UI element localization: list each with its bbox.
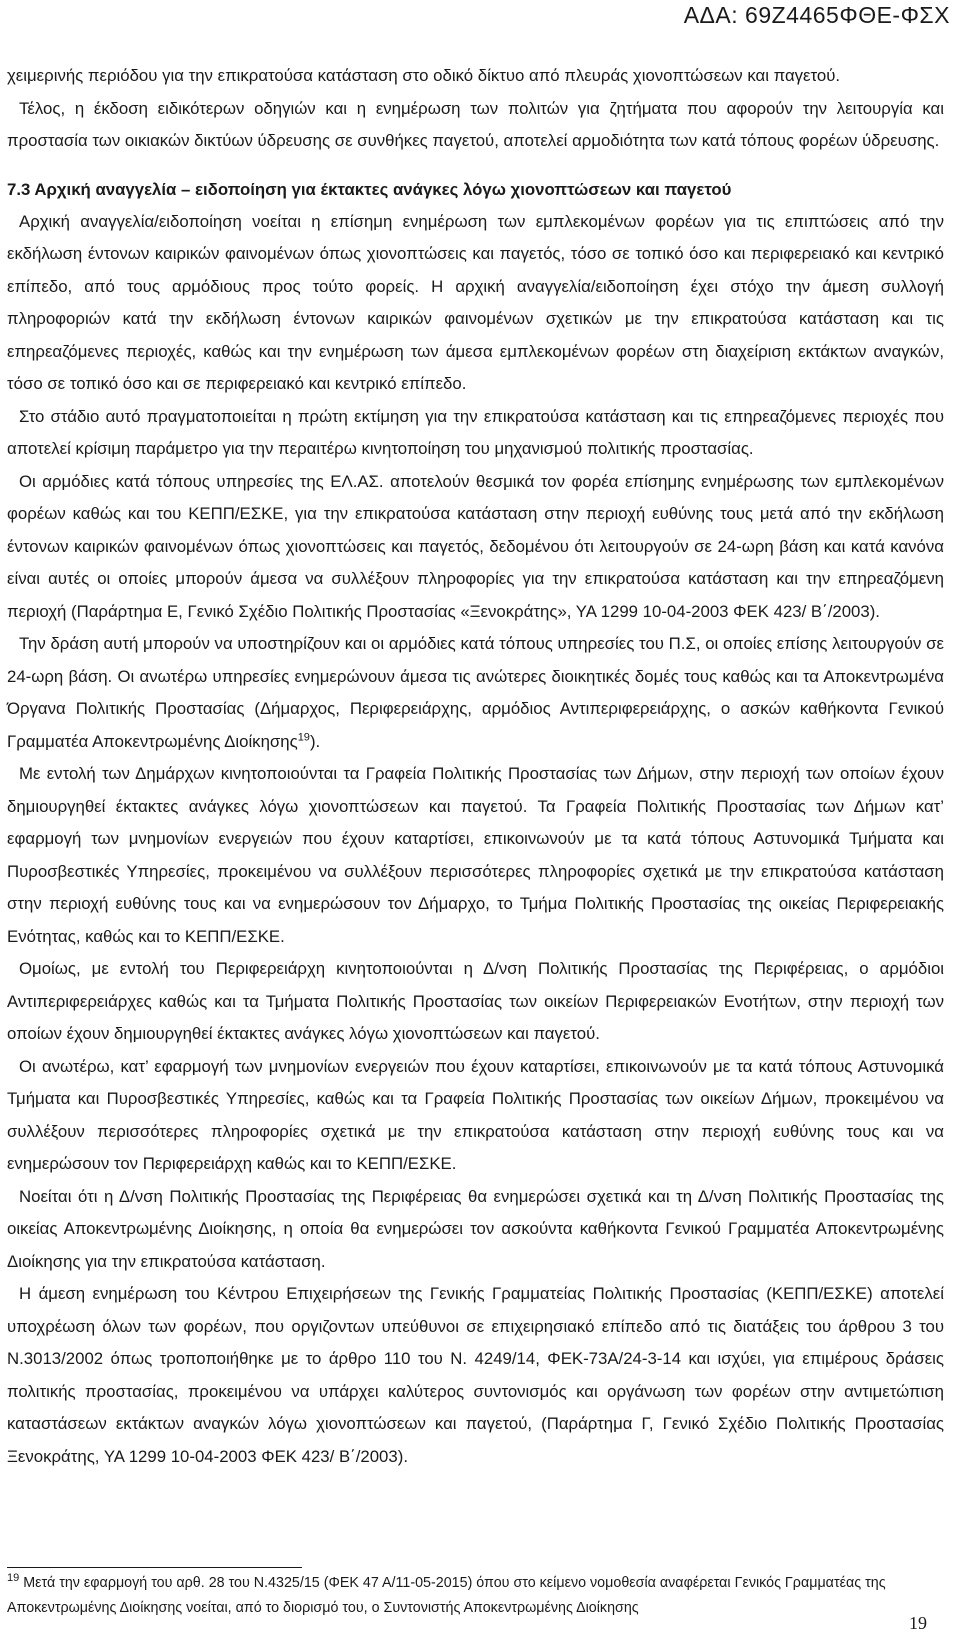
ada-identifier: ΑΔΑ: 69Ζ4465ΦΘΕ-ΦΣΧ xyxy=(683,2,950,28)
footnote-number: 19 xyxy=(7,1572,20,1585)
section-heading: 7.3 Αρχική αναγγελία – ειδοποίηση για έκτακτες ανάγκες λόγω χιονοπτώσεων και παγετού xyxy=(7,179,732,199)
paragraph: χειμερινής περιόδου για την επικρατούσα κατάσταση στο οδικό δίκτυο από πλευράς χιονοπτώσεων και παγετού. xyxy=(7,66,841,85)
footnote-divider xyxy=(7,1567,302,1568)
paragraph: Αρχική αναγγελία/ειδοποίηση νοείται η επίσημη ενημέρωση των εμπλεκομένων φορέων για τις επιπτώσεις από την εκδήλωση έντονων καιρικών φαινομένων όπως χιονοπτώσεις και παγετός, τόσο σε τοπικό όσο και περιφερειακό και κεντρικό επίπεδο, από τους αρμόδιους προς τούτο φορείς. Η αρχική αναγγελία/ειδοποίηση έχει στόχο την άμεση συλλογή πληροφοριών κατά την εκδήλωση έντονων καιρικών φαινομένων σχετικών με την επικρατούσα κατάσταση και τις επηρεαζόμενες περιοχές, καθώς και την ενημέρωση των άμεσα εμπλεκομένων φορέων στη διαχείριση εκτάκτων αναγκών, τόσο σε τοπικό όσο και σε περιφερειακό και κεντρικό επίπεδο. xyxy=(7,211,944,393)
footnote xyxy=(7,1571,944,1621)
paragraph: Στο στάδιο αυτό πραγματοποιείται η πρώτη εκτίμηση για την επικρατούσα κατάσταση και τις επηρεαζόμενες περιοχές που αποτελεί κρίσιμη παράμετρο για την περαιτέρω κινητοποίηση του μηχανισμού πολιτικής προστασίας. xyxy=(7,406,944,458)
paragraph: Με εντολή των Δημάρχων κινητοποιούνται τα Γραφεία Πολιτικής Προστασίας των Δήμων, στην περιοχή των οποίων έχουν δημιουργηθεί έκτακτες ανάγκες λόγω χιονοπτώσεων και παγετού. Τα Γραφεία Πολιτικής Προστασίας των Δήμων κατ’ εφαρμογή των μνημονίων ενεργειών που έχουν καταρτίσει, επικοινωνούν με τα κατά τόπους Αστυνομικά Τμήματα και Πυροσβεστικές Υπηρεσίες, προκειμένου να συλλέξουν περισσότερες πληροφορίες σχετικά με την επικρατούσα κατάσταση στην περιοχή ευθύνης τους και να ενημερώσουν τον Δήμαρχο, το Τμήμα Πολιτικής Προστασίας της οικείας Περιφερειακής Ενότητας, καθώς και το ΚΕΠΠ/ΕΣΚΕ. xyxy=(7,764,944,946)
paragraph: Οι αρμόδιες κατά τόπους υπηρεσίες της ΕΛ.ΑΣ. αποτελούν θεσμικά τον φορέα επίσημης ενημέρωσης των εμπλεκομένων φορέων καθώς και του ΚΕΠΠ/ΕΣΚΕ, για την επικρατούσα κατάσταση στην περιοχή ευθύνης τους μετά από την εκδήλωση έντονων καιρικών φαινομένων όπως χιονοπτώσεις και παγετός, δεδομένου ότι λειτουργούν σε 24-ωρη βάση και κατά κανόνα είναι αυτές οι οποίες μπορούν άμεσα να συλλέξουν πληροφορίες για την επικρατούσα κατάσταση και την επηρεαζόμενη περιοχή (Παράρτημα Ε, Γενικό Σχέδιο Πολιτικής Προστασίας «Ξενοκράτης», ΥΑ 1299 10-04-2003 ΦΕΚ 423/ Β΄/2003). xyxy=(7,471,944,621)
paragraph: Νοείται ότι η Δ/νση Πολιτικής Προστασίας της Περιφέρειας θα ενημερώσει σχετικά και τη Δ/νση Πολιτικής Προστασίας της οικείας Αποκεντρωμένης Διοίκησης, η οποία θα ενημερώσει τον ασκούντα καθήκοντα Γενικού Γραμματέα Αποκεντρωμένης Διοίκησης για την επικρατούσα κατάσταση. xyxy=(7,1186,944,1271)
paragraph-text: Την δράση αυτή μπορούν να υποστηρίζουν και οι αρμόδιες κατά τόπους υπηρεσίες του Π.Σ, οι οποίες επίσης λειτουργούν σε 24-ωρη βάση. Οι ανωτέρω υπηρεσίες ενημερώνουν άμεσα τις ανώτερες διοικητικές δομές τους καθώς και τα Αποκεντρωμένα Όργανα Πολιτικής Προστασίας (Δήμαρχος, Περιφερειάρχης, αρμόδιος Αντιπεριφερειάρχης, ο ασκών καθήκοντα Γενικού Γραμματέα Αποκεντρωμένης Διοίκησης xyxy=(7,634,944,751)
paragraph xyxy=(7,628,944,758)
paragraph: Ομοίως, με εντολή του Περιφερειάρχη κινητοποιούνται η Δ/νση Πολιτικής Προστασίας της Περιφέρειας, ο αρμόδιοι Αντιπεριφερειάρχες καθώς και τα Τμήματα Πολιτικής Προστασίας των οικείων Περιφερειακών Ενοτήτων, στην περιοχή των οποίων έχουν δημιουργηθεί έκτακτες ανάγκες λόγω χιονοπτώσεων και παγετού. xyxy=(7,959,944,1043)
paragraph: Η άμεση ενημέρωση του Κέντρου Επιχειρήσεων της Γενικής Γραμματείας Πολιτικής Προστασίας (ΚΕΠΠ/ΕΣΚΕ) αποτελεί υποχρέωση όλων των φορέων, που οργιζοντων υπεύθυνοι σε επιχειρησιακό επίπεδο από τις διατάξεις του άρθρου 3 του Ν.3013/2002 όπως τροποποιήθηκε με το άρθρο 110 του Ν. 4249/14, ΦΕΚ-73Α/24-3-14 και ισχύει, για επιμέρους δράσεις πολιτικής προστασίας, προκειμένου να υπάρχει καλύτερος συντονισμός και οργάνωση των φορέων στην αντιμετώπιση καταστάσεων εκτάκτων αναγκών λόγω χιονοπτώσεων και παγετού, (Παράρτημα Γ, Γενικό Σχέδιο Πολιτικής Προστασίας Ξενοκράτης, ΥΑ 1299 10-04-2003 ΦΕΚ 423/ Β΄/2003). xyxy=(7,1284,944,1466)
paragraph: Οι ανωτέρω, κατ’ εφαρμογή των μνημονίων ενεργειών που έχουν καταρτίσει, επικοινωνούν με τα κατά τόπους Αστυνομικά Τμήματα και Πυροσβεστικές Υπηρεσίες, καθώς και τα Γραφεία Πολιτικής Προστασίας των οικείων Δήμων, προκειμένου να συλλέξουν περισσότερες πληροφορίες σχετικά με την επικρατούσα κατάσταση στην περιοχή ευθύνης τους και να ενημερώσουν τον Περιφερειάρχη καθώς και το ΚΕΠΠ/ΕΣΚΕ. xyxy=(7,1056,944,1173)
paragraph: Τέλος, η έκδοση ειδικότερων οδηγιών και η ενημέρωση των πολιτών για ζητήματα που αφορούν την λειτουργία και προστασία των οικιακών δικτύων ύδρευσης σε συνθήκες παγετού, αποτελεί αρμοδιότητα των κατά τόπους φορέων ύδρευσης. xyxy=(7,98,944,150)
paragraph-tail: ). xyxy=(309,731,321,751)
footnote-reference[interactable]: 19 xyxy=(297,730,310,743)
document-body xyxy=(7,60,944,1473)
page-number: 19 xyxy=(909,1613,927,1633)
footnote-text: Μετά την εφαρμογή του αρθ. 28 του Ν.4325/15 (ΦΕΚ 47 Α/11-05-2015) όπου στο κείμενο νομοθεσία αναφέρεται Γενικός Γραμματέας της Αποκεντρωμένης Διοίκησης νοείται, από το διορισμό του, ο Συντονιστής Αποκεντρωμένης Διοίκησης xyxy=(7,1575,886,1616)
